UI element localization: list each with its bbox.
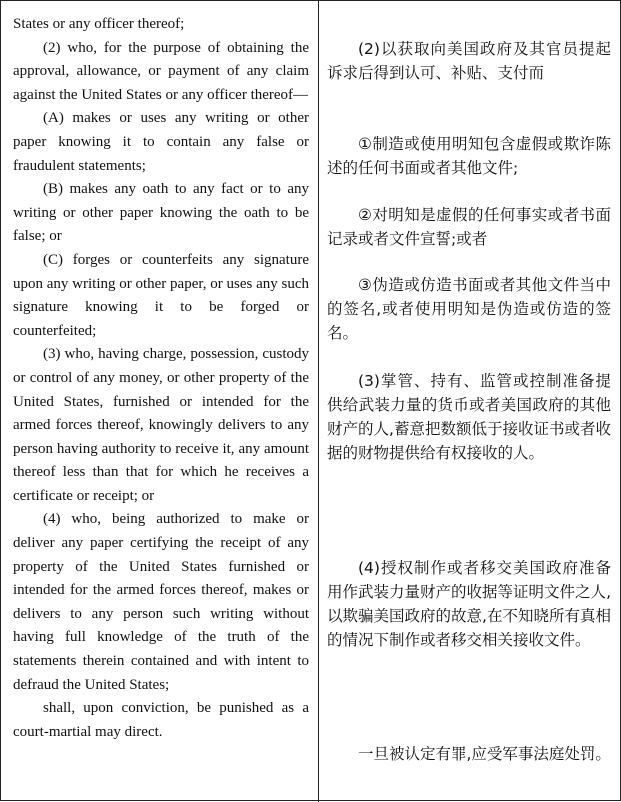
chinese-block-final [327, 742, 611, 766]
column-divider [318, 1, 319, 802]
english-paragraph: (4) who, being authorized to make or deliver any paper certifying the receipt of any property of the United States furnished or intended for the armed forces thereof, makes or delivers to any person such writing without having full knowledge of the truth of the statements therein contained and with intent to defraud the United States; [13, 511, 309, 693]
english-paragraph: (2) who, for the purpose of obtaining the approval, allowance, or payment of any claim against the United States or any officer thereof— [13, 39, 309, 103]
english-paragraph: (C) forges or counterfeits any signature upon any writing or other paper, or uses any such signature knowing it to be forged or counterfeited; [13, 251, 309, 339]
chinese-paragraph: (2)以获取向美国政府及其官员提起诉求后得到认可、补贴、支付而 [327, 40, 611, 82]
chinese-paragraph: ②对明知是虚假的任何事实或者书面记录或者文件宣誓;或者 [327, 206, 611, 248]
chinese-paragraph: ①制造或使用明知包含虚假或欺诈陈述的任何书面或者其他文件; [327, 135, 611, 177]
english-paragraph: States or any officer thereof; [13, 16, 185, 32]
chinese-block-2 [327, 37, 611, 85]
english-paragraph: (3) who, having charge, possession, custody or control of any money, or other property of the United States, furnished or intended for the armed forces thereof, knowingly delivers to any person having authority to receive it, any amount thereof less than that for which he receives a certificate or receipt; or [13, 346, 309, 504]
chinese-paragraph: 一旦被认定有罪,应受军事法庭处罚。 [358, 745, 611, 763]
english-column [13, 13, 309, 744]
chinese-block-b [327, 203, 611, 251]
english-paragraph: (A) makes or uses any writing or other paper knowing it to contain any false or fraudulent statements; [13, 110, 309, 174]
chinese-block-a [327, 132, 611, 180]
chinese-block-c [327, 273, 611, 345]
chinese-block-4 [327, 556, 611, 652]
chinese-paragraph: (3)掌管、持有、监管或控制准备提供给武装力量的货币或者美国政府的其他财产的人,蓄意把数额低于接收证书或者收据的财物提供给有权接收的人。 [327, 372, 611, 462]
chinese-paragraph: ③伪造或仿造书面或者其他文件当中的签名,或者使用明知是伪造或仿造的签名。 [327, 276, 611, 342]
chinese-paragraph: (4)授权制作或者移交美国政府准备用作武装力量财产的收据等证明文件之人,以欺骗美国政府的故意,在不知晓所有真相的情况下制作或者移交相关接收文件。 [327, 559, 611, 649]
english-paragraph: (B) makes any oath to any fact or to any writing or other paper knowing the oath to be false; or [13, 181, 309, 245]
english-paragraph: shall, upon conviction, be punished as a court-martial may direct. [13, 700, 309, 740]
chinese-block-3 [327, 369, 611, 465]
